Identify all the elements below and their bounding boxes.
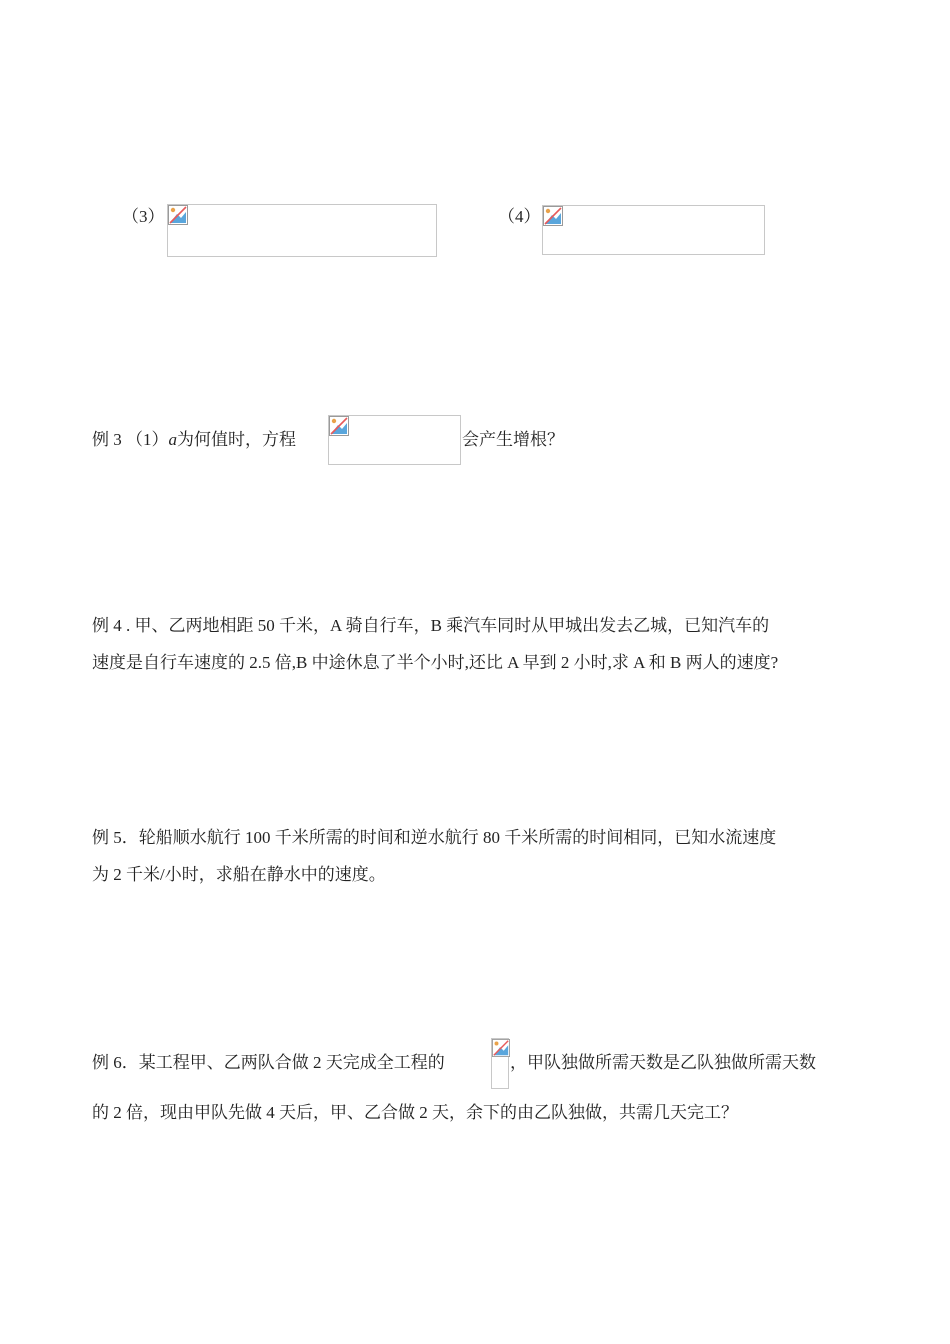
- sub-label-4: （4）: [498, 207, 541, 226]
- example-6-line1b: ，甲队独做所需天数是乙队独做所需天数: [510, 1053, 816, 1072]
- equation-image-ex3: [328, 415, 461, 465]
- broken-image-icon: [543, 206, 563, 226]
- fraction-image-ex6: [491, 1038, 509, 1089]
- example-6-line1a: 例 6．某工程甲、乙两队合做 2 天完成全工程的: [92, 1053, 445, 1072]
- example-3-prefix: 例 3 （1）: [92, 430, 169, 449]
- example-3-text1: 为何值时，方程: [177, 430, 296, 449]
- broken-image-icon: [329, 416, 349, 436]
- example-3-text: [92, 428, 296, 452]
- broken-image-icon: [492, 1039, 510, 1057]
- equation-image-4: [542, 205, 765, 255]
- example-3-variable: a: [168, 430, 177, 449]
- example-4-line1: 例 4 . 甲、乙两地相距 50 千米，A 骑自行车，B 乘汽车同时从甲城出发去乙城，已知汽车的: [92, 616, 770, 635]
- example-3-text2: 会产生增根？: [462, 430, 564, 449]
- example-5-line1: 例 5．轮船顺水航行 100 千米所需的时间和逆水航行 80 千米所需的时间相同，已知水流速度: [92, 828, 777, 847]
- equation-image-3: [167, 204, 437, 257]
- example-6-line2: 的 2 倍，现由甲队先做 4 天后，甲、乙合做 2 天，余下的由乙队独做，共需几天完工？: [92, 1103, 738, 1122]
- sub-label-3: （3）: [122, 207, 165, 226]
- example-5-line2: 为 2 千米/小时，求船在静水中的速度。: [92, 865, 386, 884]
- example-4-line2: 速度是自行车速度的 2.5 倍,B 中途休息了半个小时,还比 A 早到 2 小时,求 A 和 B 两人的速度?: [92, 653, 779, 672]
- broken-image-icon: [168, 205, 188, 225]
